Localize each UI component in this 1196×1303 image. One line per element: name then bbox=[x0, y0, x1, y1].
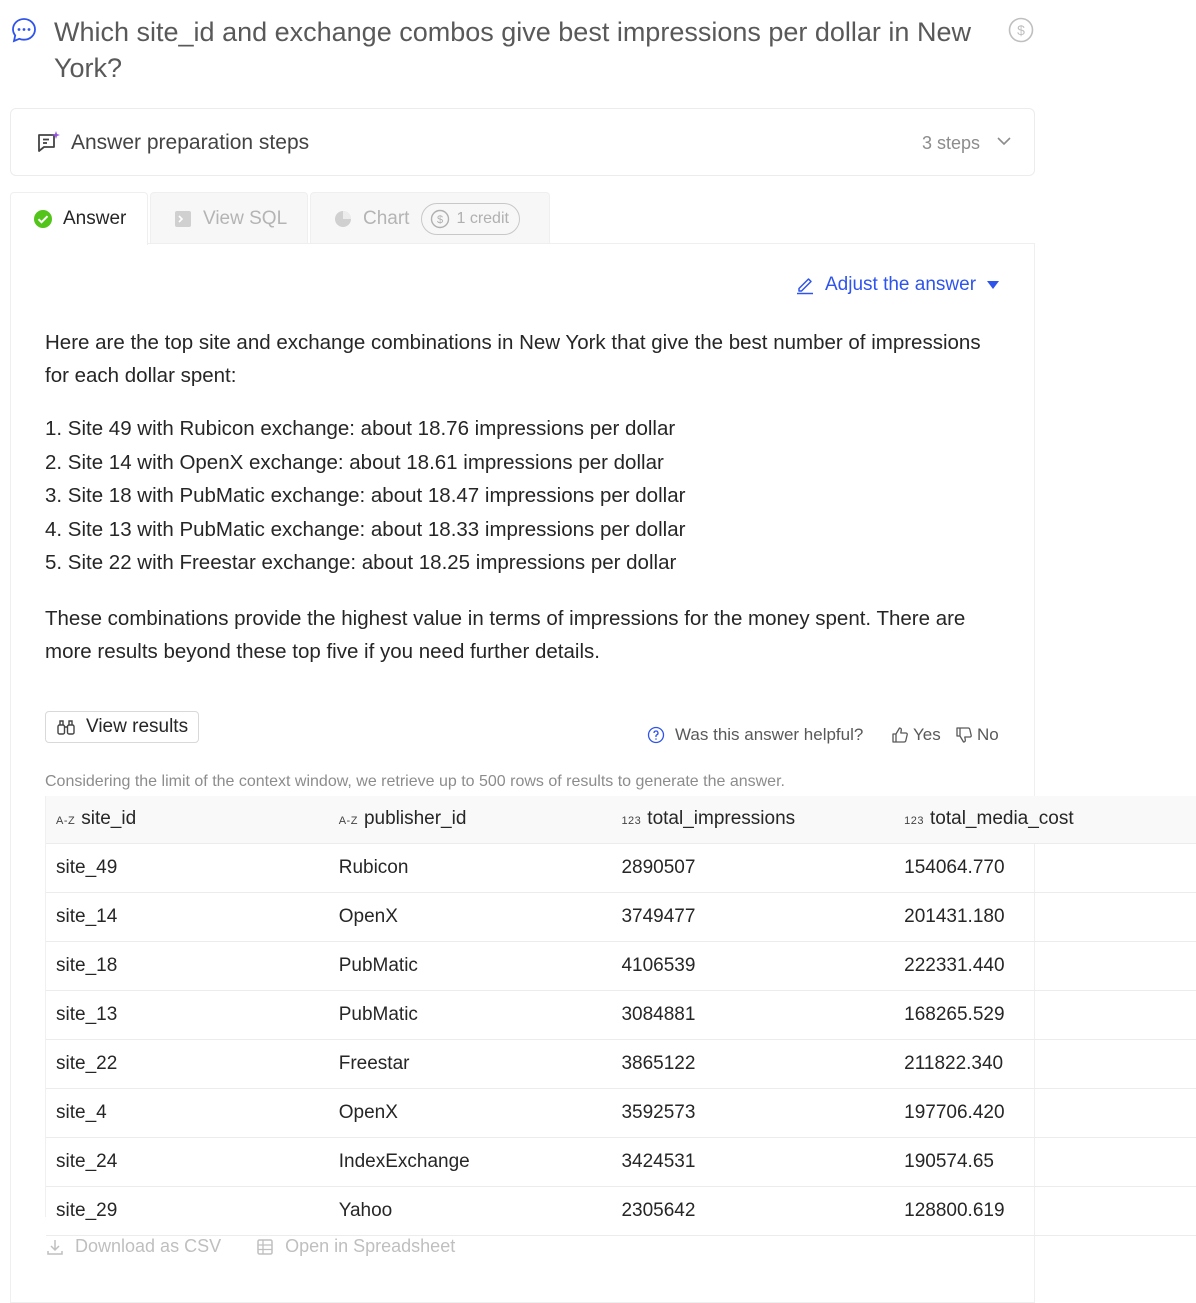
caret-down-icon bbox=[986, 280, 1000, 290]
table-footer bbox=[45, 1236, 489, 1257]
helpful-question: Was this answer helpful? bbox=[675, 725, 864, 744]
pencil-icon bbox=[795, 275, 815, 295]
column-header[interactable] bbox=[46, 796, 329, 843]
table-row[interactable] bbox=[46, 843, 1196, 892]
feedback-no-label: No bbox=[977, 725, 999, 744]
list-item: 1. Site 49 with Rubicon exchange: about 18.76 impressions per dollar bbox=[45, 417, 676, 440]
chart-credit-badge bbox=[421, 203, 519, 235]
column-header[interactable] bbox=[894, 796, 1196, 843]
tab-chart-label: Chart bbox=[363, 207, 410, 229]
list-item: 4. Site 13 with PubMatic exchange: about 18.33 impressions per dollar bbox=[45, 517, 686, 541]
answer-panel bbox=[10, 243, 1074, 1303]
list-item: 2. Site 14 with OpenX exchange: about 18.61 impressions per dollar bbox=[45, 450, 664, 474]
column-name: site_id bbox=[81, 808, 137, 830]
prep-label: Answer preparation steps bbox=[71, 131, 310, 154]
feedback-no-button[interactable] bbox=[955, 725, 999, 745]
number-type-icon: 123 bbox=[621, 815, 642, 828]
text-type-icon: A-Z bbox=[338, 815, 358, 828]
chat-bubble-icon bbox=[10, 16, 38, 44]
list-item: 5. Site 22 with Freestar exchange: about 18.25 impressions per dollar bbox=[45, 551, 677, 574]
table-row[interactable] bbox=[46, 1039, 1196, 1088]
table-cell: 128800.619 bbox=[894, 1186, 1196, 1235]
column-header[interactable] bbox=[329, 796, 612, 843]
column-name: publisher_id bbox=[363, 808, 467, 830]
pie-chart-icon bbox=[333, 209, 353, 229]
tab-view-sql-label: View SQL bbox=[203, 207, 288, 229]
table-cell: 154064.770 bbox=[894, 843, 1196, 892]
table-row[interactable] bbox=[46, 892, 1196, 941]
table-cell: site_4 bbox=[46, 1088, 329, 1137]
adjust-answer-button[interactable] bbox=[795, 274, 1000, 296]
feedback-yes-button[interactable] bbox=[891, 725, 941, 745]
answer-list bbox=[45, 412, 1005, 580]
list-item: 3. Site 18 with PubMatic exchange: about 18.47 impressions per dollar bbox=[45, 484, 686, 507]
table-cell: site_49 bbox=[46, 843, 329, 892]
table-cell: site_13 bbox=[46, 990, 329, 1039]
tab-view-sql[interactable] bbox=[150, 192, 308, 244]
table-row[interactable] bbox=[46, 941, 1196, 990]
spreadsheet-icon bbox=[255, 1237, 275, 1257]
view-results-label: View results bbox=[86, 716, 189, 737]
binoculars-icon bbox=[56, 717, 76, 737]
table-body bbox=[46, 843, 1196, 1235]
download-csv-button[interactable] bbox=[45, 1236, 221, 1257]
table-cell: 190574.65 bbox=[894, 1137, 1196, 1186]
table-cell: Yahoo bbox=[329, 1186, 612, 1235]
tab-answer-label: Answer bbox=[63, 208, 127, 229]
answer-intro: Here are the top site and exchange combinations in New York that give the best number of impressions for each dollar spent: bbox=[45, 331, 981, 387]
check-circle-icon bbox=[33, 209, 53, 229]
table-cell: site_18 bbox=[46, 941, 329, 990]
svg-text:$: $ bbox=[1017, 22, 1025, 38]
column-header[interactable] bbox=[611, 796, 894, 843]
thumbs-down-icon bbox=[955, 726, 973, 744]
table-row[interactable] bbox=[46, 1137, 1196, 1186]
text-type-icon: A-Z bbox=[56, 815, 76, 828]
feedback-yes-label: Yes bbox=[913, 725, 941, 744]
table-cell: PubMatic bbox=[329, 941, 612, 990]
table-cell: 3749477 bbox=[611, 892, 894, 941]
sparkle-list-icon bbox=[35, 129, 63, 157]
table-cell: 168265.529 bbox=[894, 990, 1196, 1039]
answer-preparation-panel[interactable] bbox=[10, 108, 1035, 176]
terminal-icon bbox=[173, 209, 193, 229]
table-cell: site_22 bbox=[46, 1039, 329, 1088]
table-cell: 222331.440 bbox=[894, 941, 1196, 990]
prep-step-count: 3 steps bbox=[921, 133, 980, 153]
table-row[interactable] bbox=[46, 1088, 1196, 1137]
table-row[interactable] bbox=[46, 990, 1196, 1039]
svg-text:$: $ bbox=[437, 213, 444, 226]
thumbs-up-icon bbox=[891, 726, 909, 744]
table-cell: 201431.180 bbox=[894, 892, 1196, 941]
table-cell: 3592573 bbox=[611, 1088, 894, 1137]
chart-credit-label: 1 credit bbox=[456, 209, 509, 227]
number-type-icon: 123 bbox=[904, 815, 925, 828]
credit-coin-icon[interactable] bbox=[1008, 17, 1034, 43]
table-cell: Rubicon bbox=[329, 843, 612, 892]
table-cell: OpenX bbox=[329, 1088, 612, 1137]
view-results-button[interactable] bbox=[45, 711, 199, 743]
tab-chart[interactable] bbox=[310, 192, 550, 244]
adjust-answer-label: Adjust the answer bbox=[825, 274, 977, 295]
column-name: total_media_cost bbox=[930, 808, 1074, 830]
table-cell: 3084881 bbox=[611, 990, 894, 1039]
open-spreadsheet-button[interactable] bbox=[255, 1236, 455, 1257]
table-cell: 197706.420 bbox=[894, 1088, 1196, 1137]
answer-outro: These combinations provide the highest value in terms of impressions for the money spent. There are more results beyond these top five if you need further details. bbox=[45, 607, 966, 663]
results-table[interactable] bbox=[45, 796, 1074, 1221]
table-header-row bbox=[46, 796, 1196, 843]
chevron-down-icon[interactable] bbox=[996, 133, 1012, 149]
table-cell: 211822.340 bbox=[894, 1039, 1196, 1088]
table-cell: 3424531 bbox=[611, 1137, 894, 1186]
table-cell: site_24 bbox=[46, 1137, 329, 1186]
table-cell: PubMatic bbox=[329, 990, 612, 1039]
table-cell: 2305642 bbox=[611, 1186, 894, 1235]
helpful-prompt bbox=[647, 725, 863, 745]
question-title: Which site_id and exchange combos give best impressions per dollar in New York? bbox=[54, 17, 971, 83]
table-cell: 4106539 bbox=[611, 941, 894, 990]
context-window-note: Considering the limit of the context window, we retrieve up to 500 rows of results to generate the answer. bbox=[45, 773, 785, 790]
download-icon bbox=[45, 1237, 65, 1257]
column-name: total_impressions bbox=[647, 808, 796, 830]
table-cell: OpenX bbox=[329, 892, 612, 941]
coin-icon bbox=[430, 209, 450, 229]
table-row[interactable] bbox=[46, 1186, 1196, 1235]
question-circle-icon bbox=[647, 726, 665, 744]
table-cell: site_14 bbox=[46, 892, 329, 941]
table-cell: 2890507 bbox=[611, 843, 894, 892]
download-csv-label: Download as CSV bbox=[75, 1236, 222, 1256]
open-spreadsheet-label: Open in Spreadsheet bbox=[285, 1236, 456, 1256]
table-cell: site_29 bbox=[46, 1186, 329, 1235]
table-cell: 3865122 bbox=[611, 1039, 894, 1088]
table-cell: IndexExchange bbox=[329, 1137, 612, 1186]
table-cell: Freestar bbox=[329, 1039, 612, 1088]
tab-answer[interactable] bbox=[10, 192, 148, 245]
